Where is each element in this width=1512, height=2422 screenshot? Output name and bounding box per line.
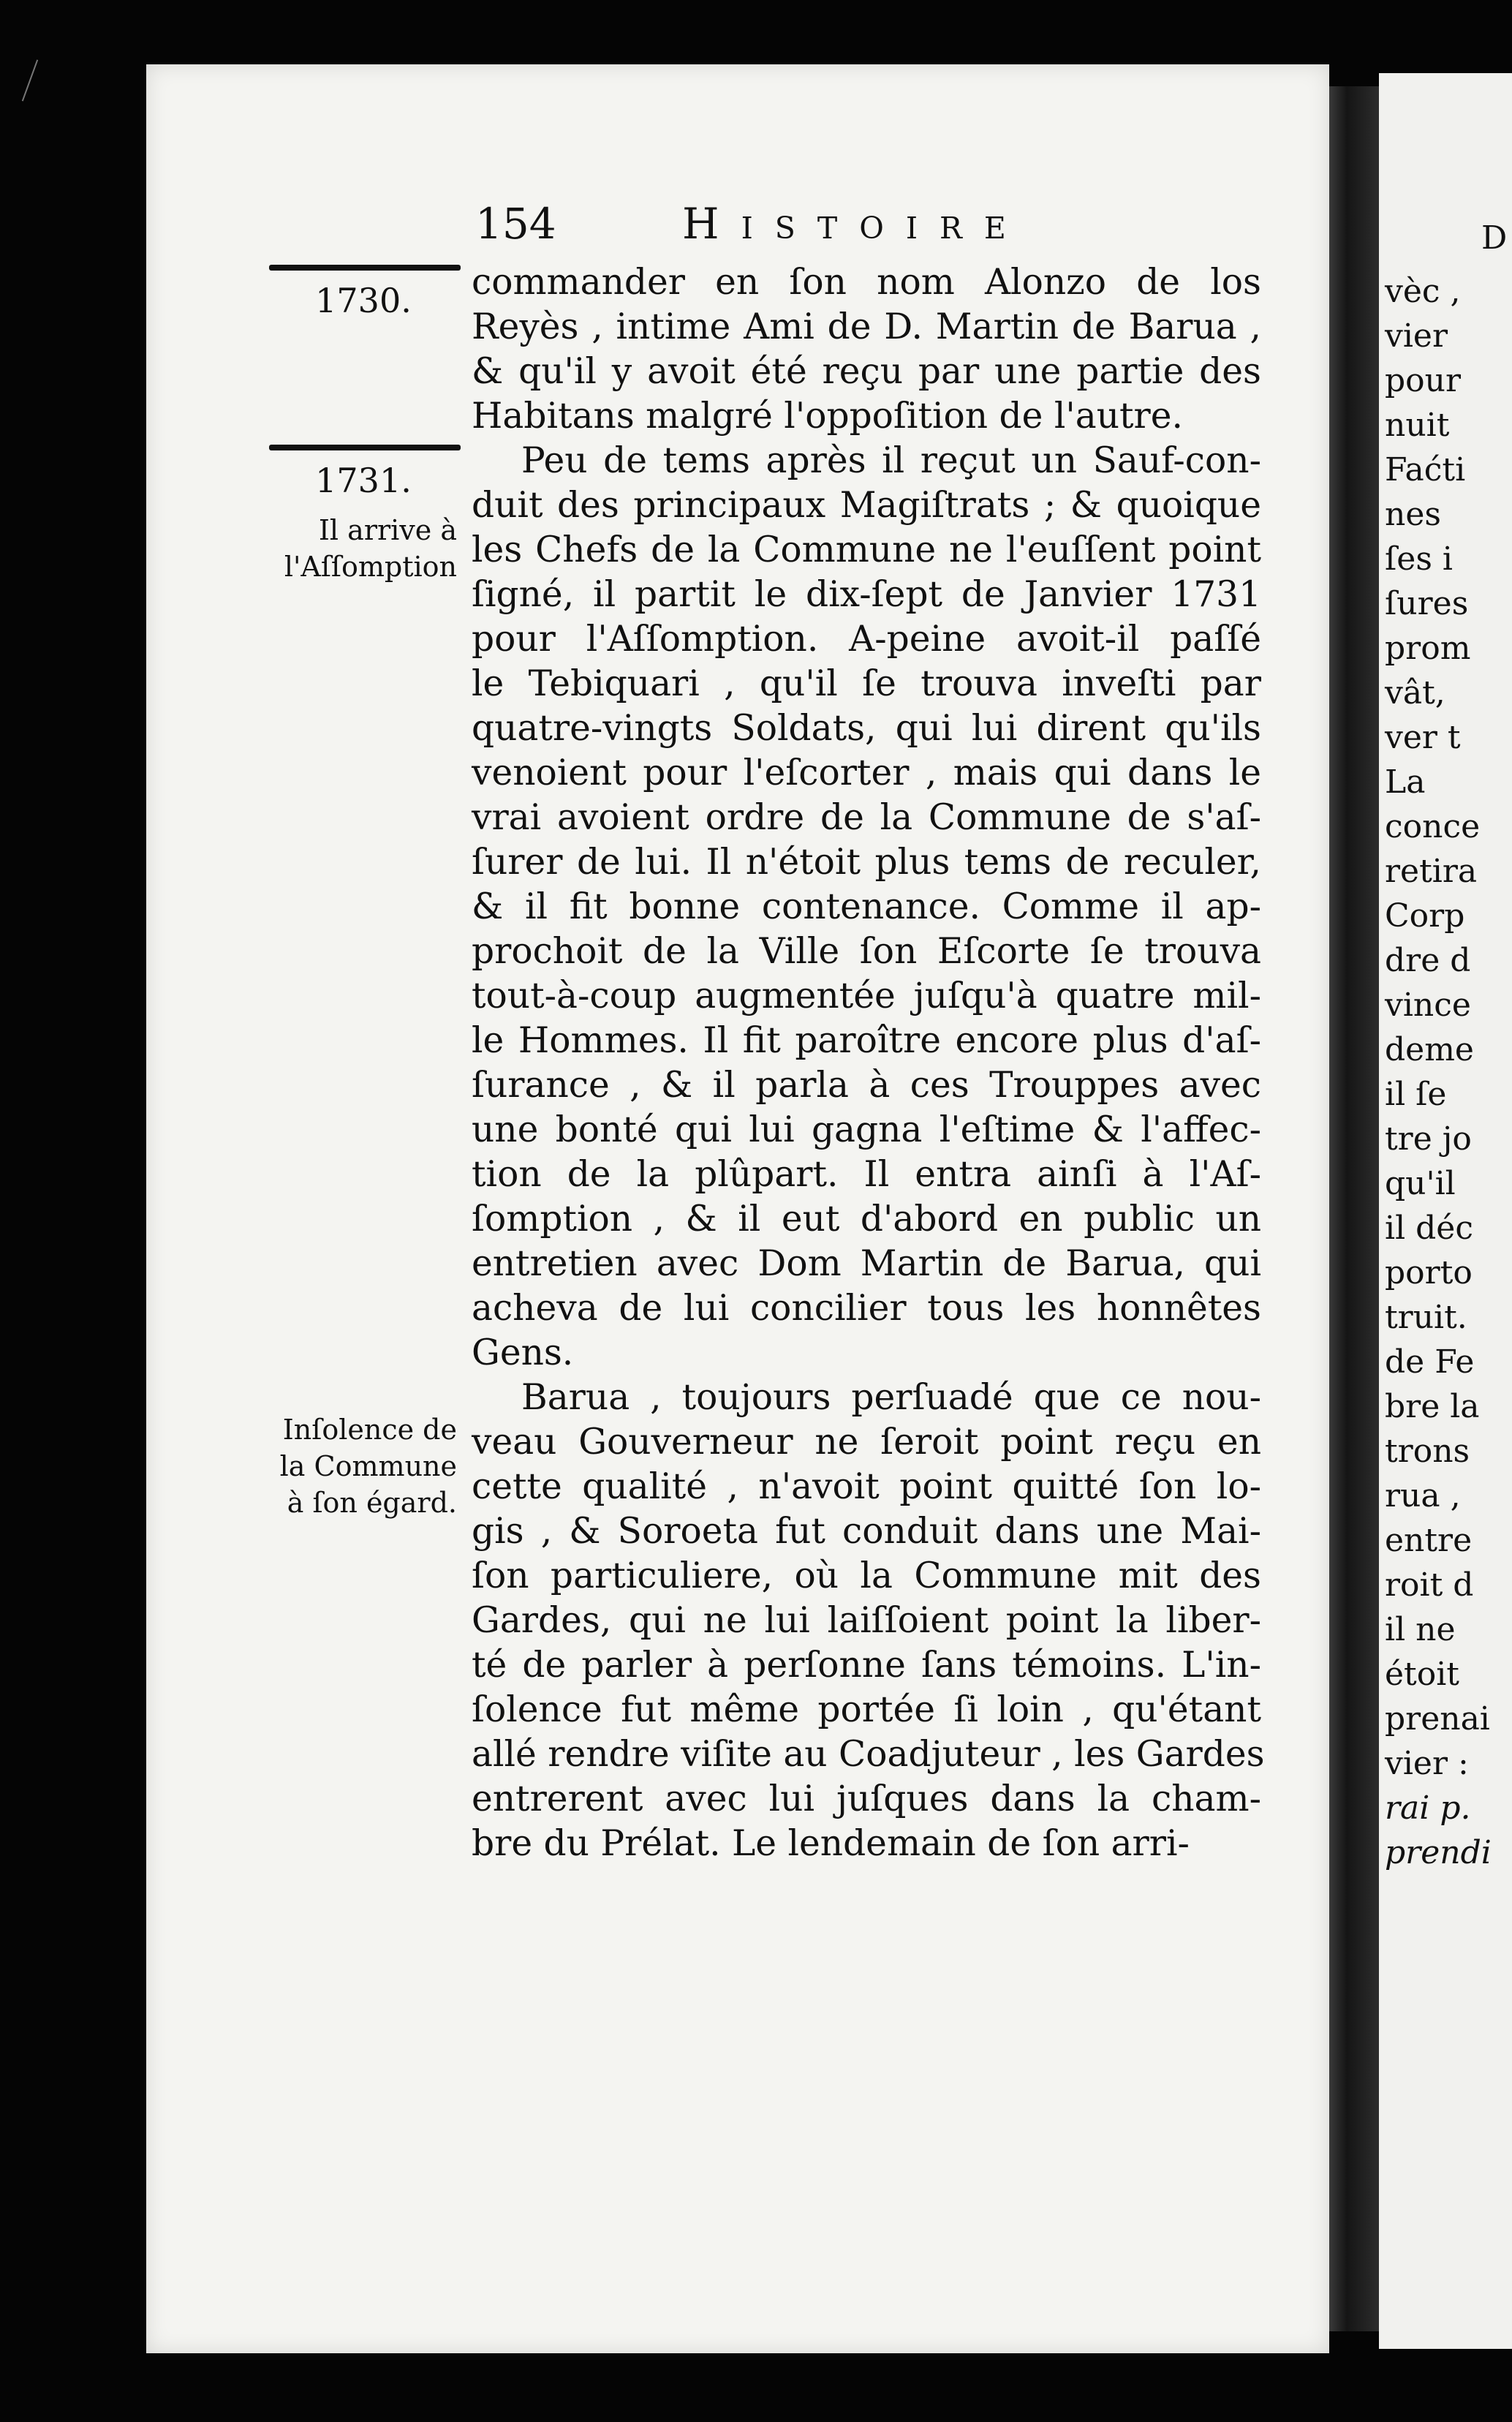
margin-rule <box>269 265 461 271</box>
facing-page-fragment: Corp <box>1385 897 1465 935</box>
text-line: & il fit bonne contenance. Comme il ap- <box>472 886 1261 927</box>
margin-rule <box>269 445 461 450</box>
facing-page-fragment: vince <box>1385 986 1471 1024</box>
margin-note-line: Il arrive à <box>318 514 457 546</box>
text-line: Gardes, qui ne lui laiſſoient point la liber- <box>472 1600 1261 1641</box>
text-line: tion de la plûpart. Il entra ainſi à l'Aſ- <box>472 1154 1261 1195</box>
facing-page-fragment: rai p. <box>1385 1789 1471 1827</box>
text-line: duit des principaux Magiſtrats ; & quoique <box>472 485 1261 526</box>
text-line: Peu de tems après il reçut un Sauf-con- <box>521 440 1261 481</box>
facing-page-fragment: entre <box>1385 1522 1473 1559</box>
facing-page-fragment: ver t <box>1385 719 1461 756</box>
facing-page-fragment: vier : <box>1385 1745 1469 1782</box>
facing-page-fragment: ſures <box>1385 585 1469 622</box>
text-line: tout-à-coup augmentée juſqu'à quatre mil- <box>472 976 1261 1016</box>
margin-note-line: à ſon égard. <box>287 1487 457 1519</box>
text-line: une bonté qui lui gagna l'eſtime & l'affec- <box>472 1109 1261 1150</box>
margin-note-line: Inſolence de <box>282 1414 457 1446</box>
facing-page-fragment: il déc <box>1385 1210 1473 1247</box>
text-line: veau Gouverneur ne ſeroit point reçu en <box>472 1422 1261 1463</box>
facing-page-fragment: truit. <box>1385 1299 1467 1336</box>
text-line: venoient pour l'eſcorter , mais qui dans le <box>472 752 1261 793</box>
text-line: Reyès , intime Ami de D. Martin de Barua , <box>472 306 1261 347</box>
margin-note-line: la Commune <box>279 1450 457 1482</box>
facing-page <box>1379 73 1512 2349</box>
margin-note-insolence <box>252 1411 457 1521</box>
facing-page-fragment: Faćti <box>1385 451 1466 488</box>
text-line: les Chefs de la Commune ne l'euſſent point <box>472 529 1261 570</box>
facing-page-fragment: nes <box>1385 496 1441 533</box>
facing-page-fragment: conce <box>1385 808 1481 845</box>
body-text <box>472 260 1265 1866</box>
text-line: Habitans malgré l'oppoſition de l'autre. <box>472 396 1183 437</box>
text-line: gis , & Soroeta fut conduit dans une Mai- <box>472 1511 1261 1552</box>
running-title: Histoire <box>682 199 1028 249</box>
facing-page-fragment: pour <box>1385 362 1462 399</box>
text-line: Gens. <box>472 1332 574 1373</box>
facing-page-fragment: rua , <box>1385 1477 1461 1514</box>
margin-note-assomption <box>252 512 457 585</box>
text-line: ſurance , & il parla à ces Trouppes avec <box>472 1065 1261 1106</box>
facing-page-fragment: D <box>1481 219 1508 257</box>
facing-page-fragment: nuit <box>1385 407 1450 444</box>
facing-page-fragment: prendi <box>1385 1834 1492 1871</box>
facing-page-fragment: prom <box>1385 630 1471 667</box>
scan-mark <box>22 59 38 101</box>
text-line: le Hommes. Il fit paroître encore plus d'aſ- <box>472 1020 1261 1061</box>
facing-page-fragment: étoit <box>1385 1656 1459 1693</box>
text-line: té de parler à perſonne ſans témoins. L'in- <box>472 1645 1261 1686</box>
facing-page-fragment: il ſe <box>1385 1076 1447 1113</box>
facing-page-fragment: de Fe <box>1385 1343 1475 1381</box>
text-line: entrerent avec lui juſques dans la cham- <box>472 1778 1261 1819</box>
book-gutter <box>1329 86 1379 2331</box>
facing-page-fragment: dre d <box>1385 942 1471 979</box>
page-number: 154 <box>475 199 556 249</box>
margin-note-line: l'Aſſomption <box>284 551 457 583</box>
text-line: ſomption , & il eut d'abord en public un <box>472 1199 1261 1240</box>
text-line: allé rendre viſite au Coadjuteur , les Gardes <box>472 1734 1265 1775</box>
text-line: ſigné, il partit le dix-ſept de Janvier 1731 <box>472 574 1261 615</box>
facing-page-fragment: ſes i <box>1385 540 1453 578</box>
facing-page-fragment: vèc , <box>1385 273 1461 310</box>
text-line: ſon particuliere, où la Commune mit des <box>472 1555 1261 1596</box>
margin-year-1731: 1731. <box>315 461 412 500</box>
facing-page-fragment: vât, <box>1385 674 1445 712</box>
text-line: cette qualité , n'avoit point quitté ſon lo- <box>472 1466 1261 1507</box>
facing-page-fragment: demе <box>1385 1031 1474 1068</box>
facing-page-fragment: La <box>1385 763 1426 801</box>
text-line: pour l'Aſſomption. A-peine avoit-il paſſé <box>472 619 1261 660</box>
facing-page-fragment: qu'il <box>1385 1165 1456 1202</box>
margin-year-1730: 1730. <box>315 281 412 320</box>
text-line: prochoit de la Ville ſon Eſcorte ſe trouva <box>472 931 1261 972</box>
facing-page-fragment: vier <box>1385 317 1448 355</box>
running-head <box>475 199 1250 257</box>
facing-page-fragment: bre la <box>1385 1388 1480 1425</box>
facing-page-fragment: tre jo <box>1385 1120 1472 1158</box>
facing-page-fragment: il ne <box>1385 1611 1456 1648</box>
facing-page-fragment: porto <box>1385 1254 1473 1291</box>
text-line: le Tebiquari , qu'il ſe trouva inveſti par <box>472 663 1261 704</box>
text-line: & qu'il y avoit été reçu par une partie des <box>472 351 1261 392</box>
facing-page-fragment: trons <box>1385 1433 1470 1470</box>
text-line: commander en ſon nom Alonzo de los <box>472 262 1261 303</box>
text-line: acheva de lui concilier tous les honnêtes <box>472 1288 1261 1329</box>
text-line: ſurer de lui. Il n'étoit plus tems de reculer, <box>472 842 1261 883</box>
text-line: entretien avec Dom Martin de Barua, qui <box>472 1243 1261 1284</box>
facing-page-fragment: retira <box>1385 853 1478 890</box>
facing-page-fragment: roit d <box>1385 1566 1474 1604</box>
facing-page-fragment: prenai <box>1385 1700 1490 1738</box>
text-line: Barua , toujours perſuadé que ce nou- <box>521 1377 1261 1418</box>
text-line: vrai avoient ordre de la Commune de s'aſ- <box>472 797 1261 838</box>
text-line: ſolence fut même portée ſi loin , qu'étant <box>472 1689 1261 1730</box>
text-line: bre du Prélat. Le lendemain de ſon arri- <box>472 1823 1190 1864</box>
text-line: quatre-vingts Soldats, qui lui dirent qu'ils <box>472 708 1261 749</box>
